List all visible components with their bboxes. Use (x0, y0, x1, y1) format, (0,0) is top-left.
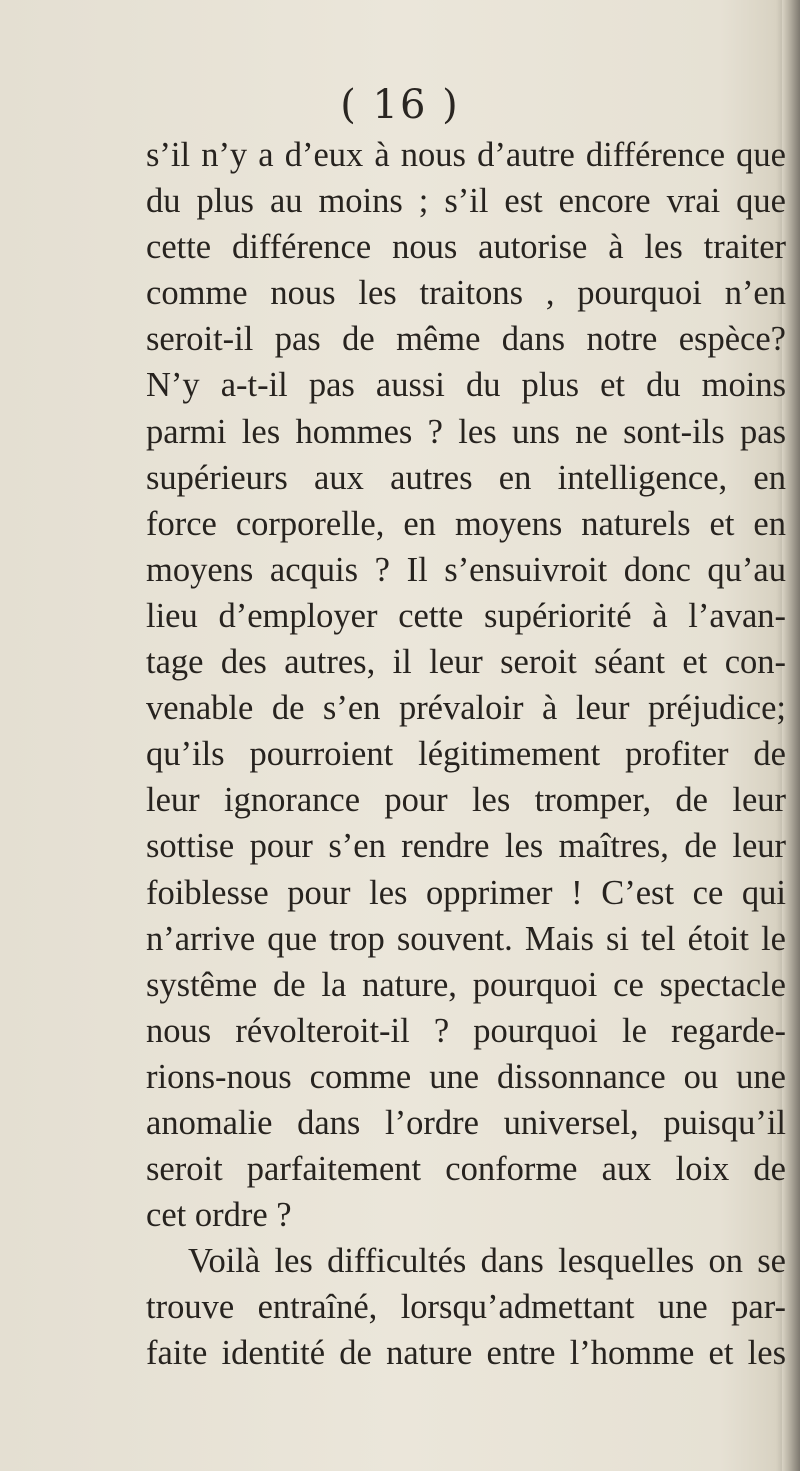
text-line: force corporelle, en moyens naturels et en (146, 504, 786, 543)
text-line: venable de s’en prévaloir à leur préjudice; (146, 689, 786, 728)
text-line: supérieurs aux autres en intelligence, en (146, 458, 786, 497)
text-line: sottise pour s’en rendre les maîtres, de leur (146, 827, 786, 866)
text-line: n’arrive que trop souvent. Mais si tel étoit le (146, 919, 786, 958)
text-line: rions-nous comme une dissonnance ou une (146, 1057, 786, 1096)
text-line: du plus au moins ; s’il est encore vrai que (146, 182, 786, 221)
text-line: s’il n’y a d’eux à nous d’autre différence que (146, 136, 786, 174)
text-line: anomalie dans l’ordre universel, puisqu’il (146, 1103, 786, 1142)
text-line: lieu d’employer cette supériorité à l’avan- (146, 596, 786, 635)
text-line: parmi les hommes ? les uns ne sont-ils pas (146, 412, 786, 451)
text-line: Voilà les difficultés dans lesquelles on se (188, 1242, 786, 1281)
text-line: qu’ils pourroient légitimement profiter de (146, 735, 786, 774)
text-line: comme nous les traitons , pourquoi n’en (146, 274, 786, 313)
page-number: ( 16 ) (340, 82, 460, 128)
text-line: faite identité de nature entre l’homme et les (146, 1334, 786, 1373)
text-line: trouve entraîné, lorsqu’admettant une par- (146, 1288, 786, 1327)
text-line: cette différence nous autorise à les traiter (146, 228, 786, 267)
text-line: moyens acquis ? Il s’ensuivroit donc qu’au (146, 550, 786, 589)
text-line: foiblesse pour les opprimer ! C’est ce qui (146, 873, 786, 912)
text-line: seroit-il pas de même dans notre espèce? (146, 320, 786, 359)
text-line: tage des autres, il leur seroit séant et con- (146, 643, 786, 682)
text-line: leur ignorance pour les tromper, de leur (146, 781, 786, 820)
text-line: systême de la nature, pourquoi ce spectacle (146, 965, 786, 1004)
text-line: N’y a-t-il pas aussi du plus et du moins (146, 366, 786, 405)
text-line: cet ordre ? (146, 1196, 292, 1235)
body-text (146, 132, 786, 1377)
text-line: seroit parfaitement conforme aux loix de (146, 1150, 786, 1189)
text-line: nous révolteroit-il ? pourquoi le regarde- (146, 1011, 786, 1050)
